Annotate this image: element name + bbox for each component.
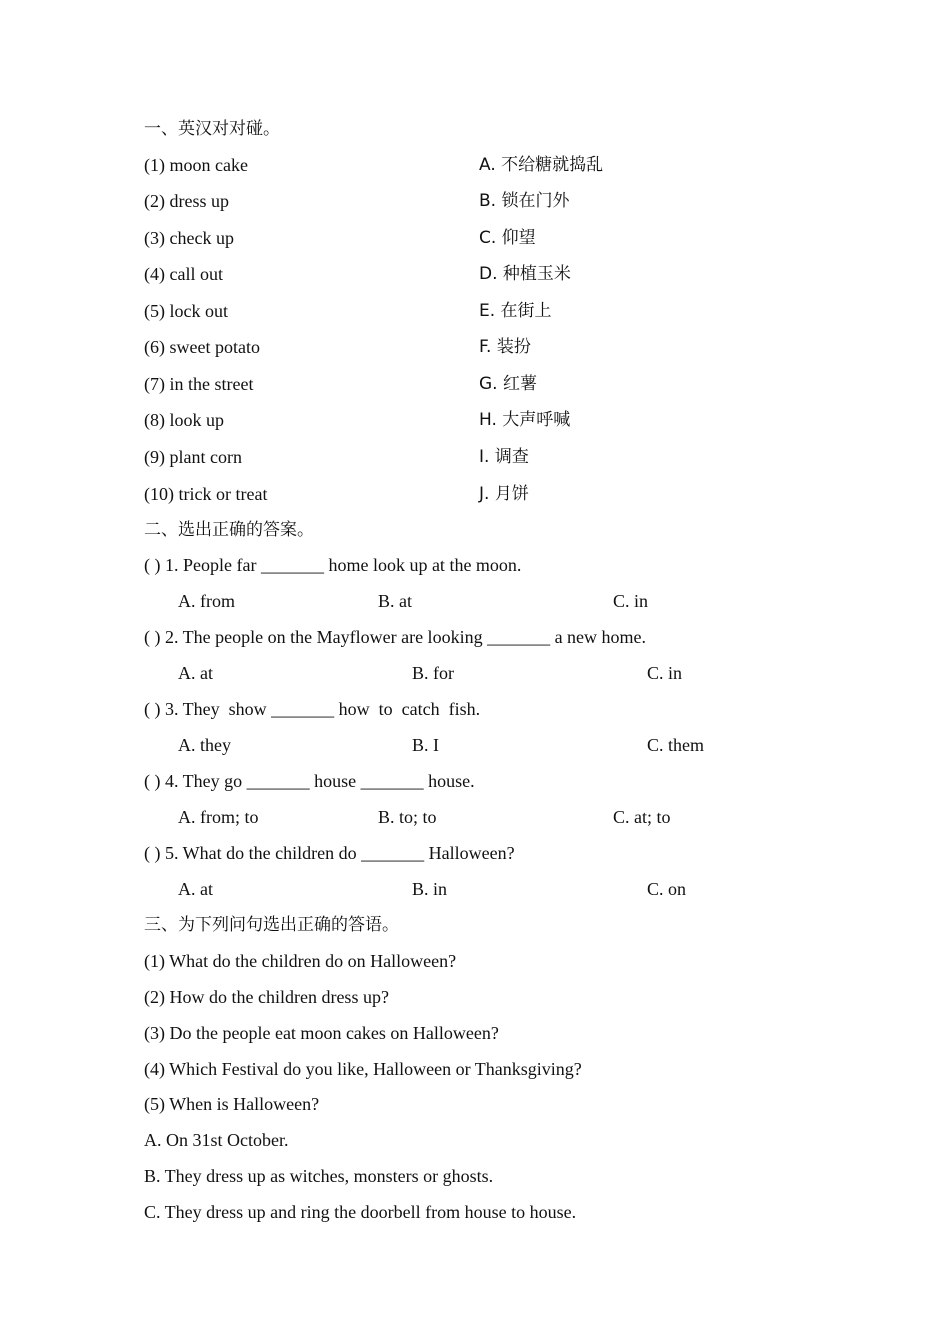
- q4-option-a: A. from; to: [178, 807, 259, 827]
- match-left-9: (9) plant corn: [144, 447, 242, 467]
- question-2: ( ) 2. The people on the Mayflower are looking _______ a new home.: [144, 627, 647, 647]
- q1-option-b: B. at: [378, 591, 412, 611]
- s3-question-2: (2) How do the children dress up?: [144, 987, 389, 1007]
- match-right-g: G. 红薯: [479, 374, 537, 394]
- match-left-8: (8) look up: [144, 410, 224, 430]
- match-left-1: (1) moon cake: [144, 155, 248, 175]
- match-left-5: (5) lock out: [144, 301, 228, 321]
- match-right-a: A. 不给糖就捣乱: [479, 155, 604, 175]
- question-4: ( ) 4. They go _______ house _______ house.: [144, 771, 475, 791]
- q2-option-b: B. for: [412, 663, 454, 683]
- match-right-j: J. 月饼: [479, 484, 529, 504]
- q5-option-b: B. in: [412, 879, 448, 899]
- s3-question-4: (4) Which Festival do you like, Halloween or Thanksgiving?: [144, 1059, 582, 1079]
- match-right-e: E. 在街上: [479, 301, 552, 321]
- q4-option-c: C. at; to: [613, 807, 671, 827]
- q4-option-b: B. to; to: [378, 807, 437, 827]
- q2-option-c: C. in: [647, 663, 683, 683]
- q5-option-c: C. on: [647, 879, 687, 899]
- section2-title: 二、选出正确的答案。: [144, 520, 314, 540]
- s3-question-1: (1) What do the children do on Halloween?: [144, 951, 457, 971]
- q1-option-a: A. from: [178, 591, 235, 611]
- question-5: ( ) 5. What do the children do _______ Halloween?: [144, 843, 515, 863]
- question-3: ( ) 3. They show _______ how to catch fish.: [144, 699, 481, 719]
- match-left-3: (3) check up: [144, 228, 234, 248]
- q2-option-a: A. at: [178, 663, 213, 683]
- match-left-10: (10) trick or treat: [144, 484, 268, 504]
- section1-title: 一、英汉对对碰。: [144, 119, 280, 139]
- s3-answer-c: C. They dress up and ring the doorbell from house to house.: [144, 1202, 577, 1222]
- s3-question-5: (5) When is Halloween?: [144, 1094, 320, 1114]
- match-right-h: H. 大声呼喊: [479, 410, 571, 430]
- match-right-f: F. 装扮: [479, 337, 531, 357]
- q3-option-c: C. them: [647, 735, 704, 755]
- q3-option-a: A. they: [178, 735, 231, 755]
- match-left-6: (6) sweet potato: [144, 337, 260, 357]
- s3-answer-b: B. They dress up as witches, monsters or ghosts.: [144, 1166, 494, 1186]
- match-right-i: I. 调查: [479, 447, 529, 467]
- match-left-4: (4) call out: [144, 264, 223, 284]
- match-right-b: B. 锁在门外: [479, 191, 570, 211]
- match-right-c: C. 仰望: [479, 228, 536, 248]
- s3-answer-a: A. On 31st October.: [144, 1130, 289, 1150]
- q3-option-b: B. I: [412, 735, 439, 755]
- match-right-d: D. 种植玉米: [479, 264, 571, 284]
- section3-title: 三、为下列问句选出正确的答语。: [144, 915, 399, 935]
- q1-option-c: C. in: [613, 591, 649, 611]
- match-left-2: (2) dress up: [144, 191, 229, 211]
- q5-option-a: A. at: [178, 879, 213, 899]
- s3-question-3: (3) Do the people eat moon cakes on Halloween?: [144, 1023, 499, 1043]
- match-left-7: (7) in the street: [144, 374, 254, 394]
- question-1: ( ) 1. People far _______ home look up at the moon.: [144, 555, 522, 575]
